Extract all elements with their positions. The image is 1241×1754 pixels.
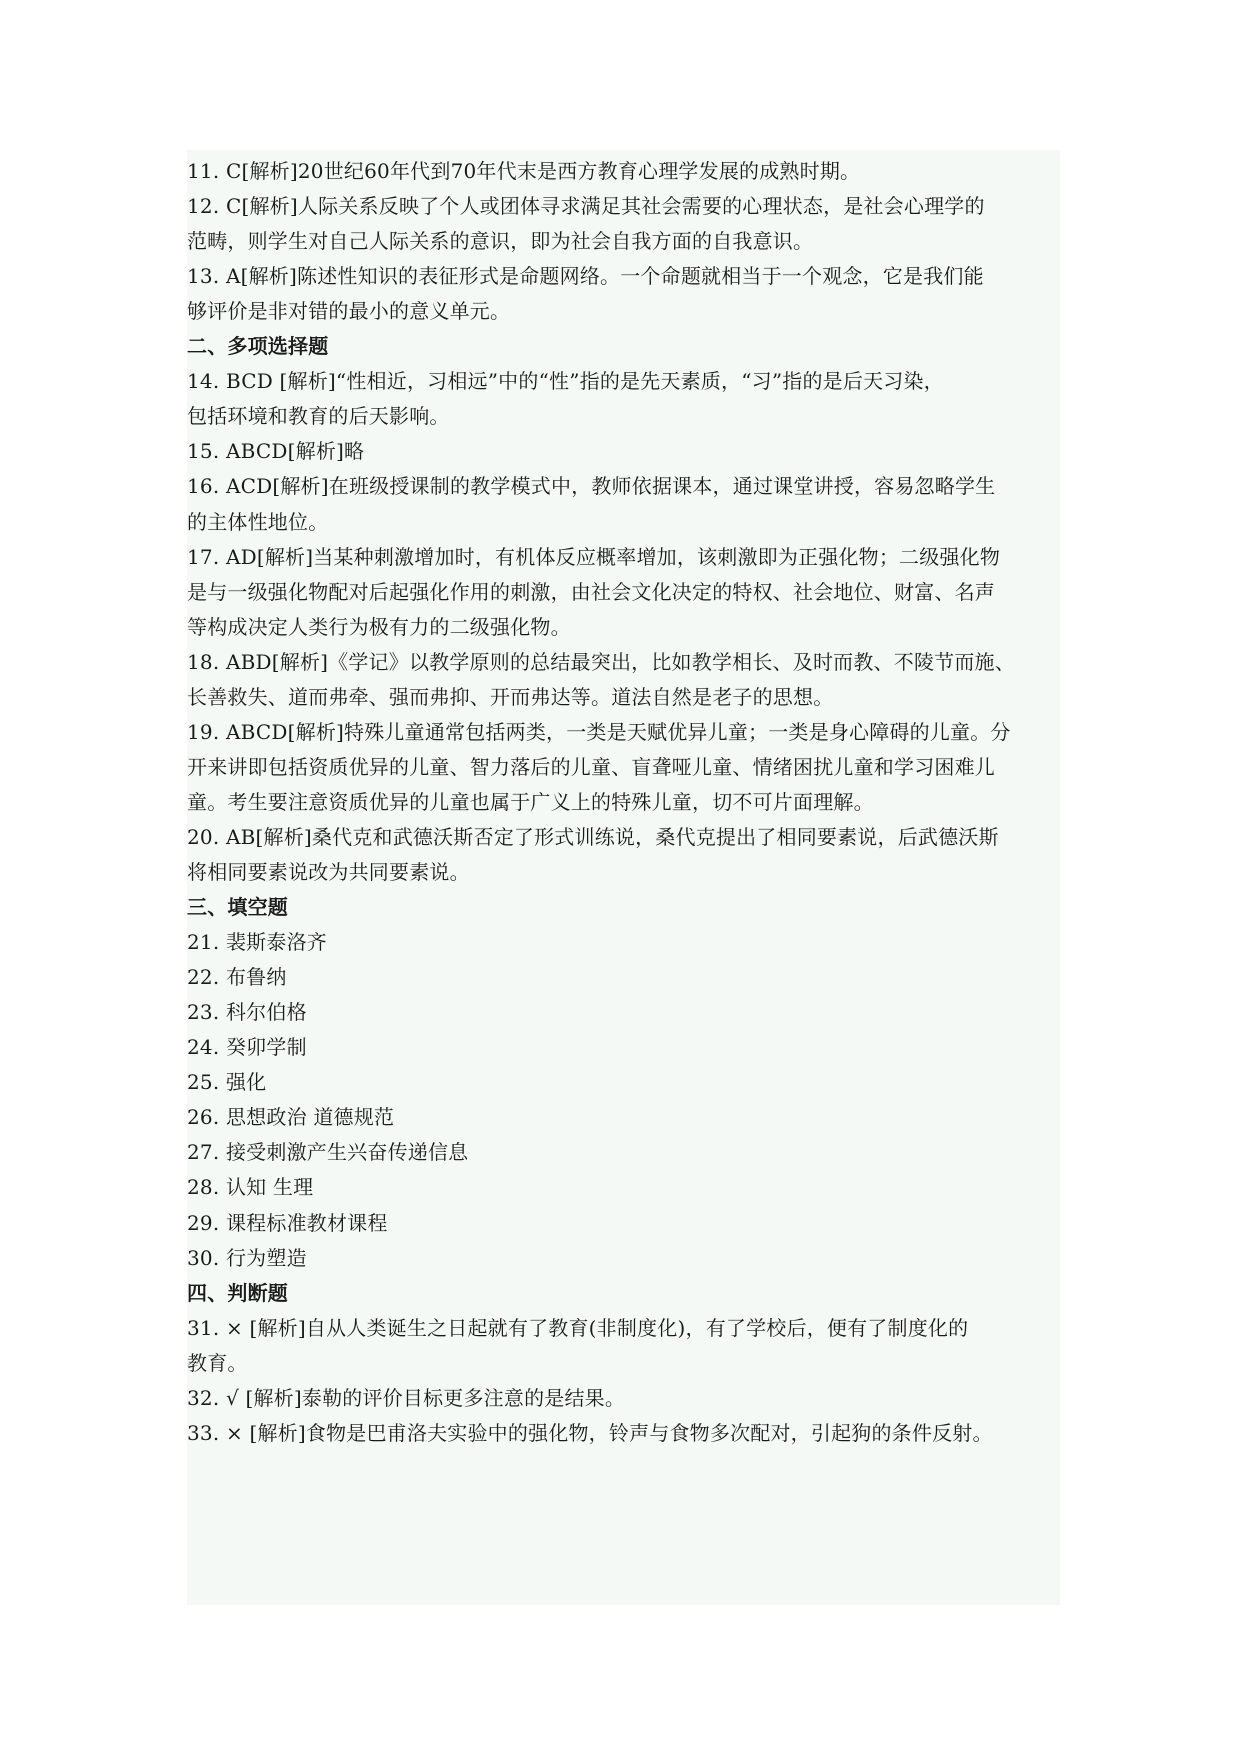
section-heading: 四、判断题 [187,1280,288,1305]
answer-line: 14. BCD [解析]“性相近，习相远”中的“性”指的是先天素质，“习”指的是后天习染， [187,369,944,394]
section-heading: 三、填空题 [187,895,288,919]
answer-line: 32. √ [解析]泰勒的评价目标更多注意的是结果。 [187,1385,626,1410]
answer-line: 17. AD[解析]当某种刺激增加时，有机体反应概率增加，该刺激即为正强化物；二级强化物 [187,544,1001,569]
answer-line: 开来讲即包括资质优异的儿童、智力落后的儿童、盲聋哑儿童、情绪困扰儿童和学习困难儿 [187,754,995,779]
answer-line: 是与一级强化物配对后起强化作用的刺激，由社会文化决定的特权、社会地位、财富、名声 [187,579,995,604]
answer-line: 够评价是非对错的最小的意义单元。 [187,299,511,324]
answer-line: 教育。 [187,1350,248,1375]
answer-line: 22. 布鲁纳 [187,965,287,990]
answer-line: 20. AB[解析]桑代克和武德沃斯否定了形式训练说，桑代克提出了相同要素说，后武德沃斯 [187,824,999,849]
section-heading: 二、多项选择题 [187,334,329,359]
answer-line: 等构成决定人类行为极有力的二级强化物。 [187,614,571,639]
answer-line: 26. 思想政治 道德规范 [187,1105,395,1130]
answer-line: 25. 强化 [187,1070,267,1095]
answer-line: 28. 认知 生理 [187,1175,314,1200]
answer-line: 33. × [解析]食物是巴甫洛夫实验中的强化物，铃声与食物多次配对，引起狗的条件反射。 [187,1420,993,1445]
answer-line: 30. 行为塑造 [187,1245,307,1270]
answer-line: 的主体性地位。 [187,509,329,534]
answer-line: 31. × [解析]自从人类诞生之日起就有了教育(非制度化)，有了学校后，便有了制度化的 [187,1315,969,1340]
answer-line: 13. A[解析]陈述性知识的表征形式是命题网络。一个命题就相当于一个观念，它是我们能 [187,264,984,289]
answer-line: 童。考生要注意资质优异的儿童也属于广义上的特殊儿童，切不可片面理解。 [187,789,874,814]
answer-line: 27. 接受刺激产生兴奋传递信息 [187,1140,469,1165]
answer-line: 19. ABCD[解析]特殊儿童通常包括两类，一类是天赋优异儿童；一类是身心障碍的儿童。分 [187,719,1011,744]
answer-line: 包括环境和教育的后天影响。 [187,404,450,429]
answer-line: 范畴，则学生对自己人际关系的意识，即为社会自我方面的自我意识。 [187,229,814,254]
answer-line: 12. C[解析]人际关系反映了个人或团体寻求满足其社会需要的心理状态，是社会心理学的 [187,194,985,218]
answer-line: 长善救失、道而弗牵、强而弗抑、开而弗达等。道法自然是老子的思想。 [187,684,834,709]
answer-line: 23. 科尔伯格 [187,1000,307,1025]
answer-line: 29. 课程标准教材课程 [187,1210,388,1235]
answer-line: 16. ACD[解析]在班级授课制的教学模式中，教师依据课本，通过课堂讲授，容易忽略学生 [187,474,996,499]
answer-content-block [187,150,1060,1605]
answer-line: 21. 裴斯泰洛齐 [187,930,327,955]
answer-line: 15. ABCD[解析]略 [187,439,365,464]
answer-line: 将相同要素说改为共同要素说。 [187,860,470,884]
answer-line: 18. ABD[解析]《学记》以教学原则的总结最突出，比如教学相长、及时而教、不陵节而施、 [187,649,1015,674]
answer-line: 24. 癸卯学制 [187,1035,307,1060]
answer-line: 11. C[解析]20世纪60年代到70年代末是西方教育心理学发展的成熟时期。 [187,159,861,183]
